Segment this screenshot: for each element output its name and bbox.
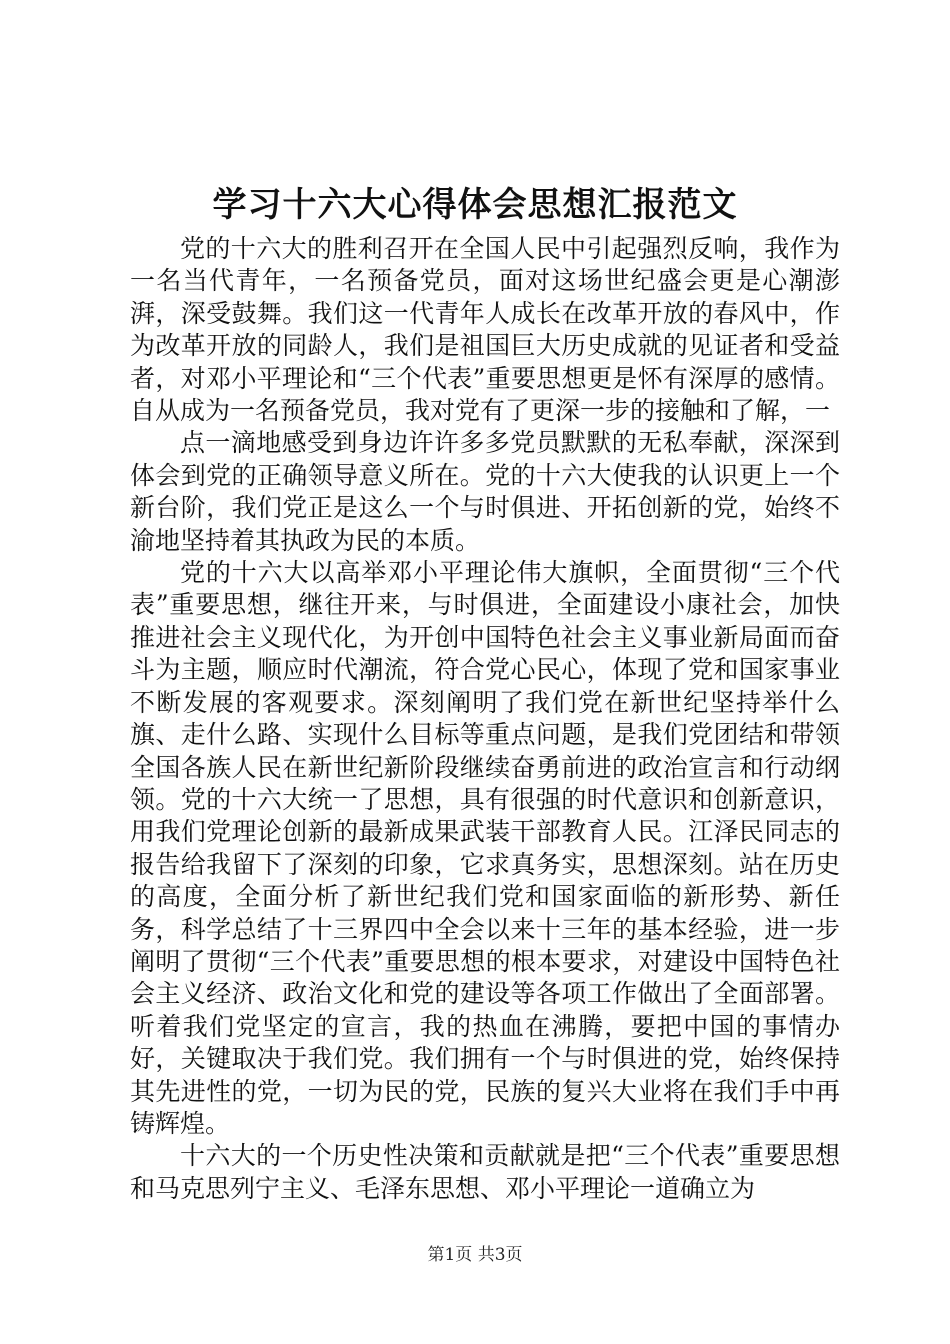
- paragraph: 党的十六大以高举邓小平理论伟大旗帜，全面贯彻“三个代表”重要思想，继往开来，与时俱进，全面建设小康社会，加快推进社会主义现代化，为开创中国特色社会主义事业新局面而奋斗为主题，顺应时代潮流，符合党心民心，体现了党和国家事业不断发展的客观要求。深刻阐明了我们党在新世纪坚持举什么旗、走什么路、实现什么目标等重点问题，是我们党团结和带领全国各族人民在新世纪新阶段继续奋勇前进的政治宣言和行动纲领。党的十六大统一了思想，具有很强的时代意识和创新意识，用我们党理论创新的最新成果武装干部教育人民。江泽民同志的报告给我留下了深刻的印象，它求真务实，思想深刻。站在历史的高度，全面分析了新世纪我们党和国家面临的新形势、新任务，科学总结了十三界四中全会以来十三年的基本经验，进一步阐明了贯彻“三个代表”重要思想的根本要求，对建设中国特色社会主义经济、政治文化和党的建设等各项工作做出了全面部署。听着我们党坚定的宣言，我的热血在沸腾，要把中国的事情办好，关键取决于我们党。我们拥有一个与时俱进的党，始终保持其先进性的党，一切为民的党，民族的复兴大业将在我们手中再铸辉煌。: [130, 558, 840, 1138]
- page-footer: 第1页 共3页: [427, 1245, 523, 1265]
- paragraph: 点一滴地感受到身边许许多多党员默默的无私奉献，深深到体会到党的正确领导意义所在。党的十六大使我的认识更上一个新台阶，我们党正是这么一个与时俱进、开拓创新的党，始终不渝地坚持着其执政为民的本质。: [130, 428, 840, 555]
- document-body: [130, 233, 840, 1205]
- paragraph: 党的十六大的胜利召开在全国人民中引起强烈反响，我作为一名当代青年，一名预备党员，面对这场世纪盛会更是心潮澎湃，深受鼓舞。我们这一代青年人成长在改革开放的春风中，作为改革开放的同龄人，我们是祖国巨大历史成就的见证者和受益者，对邓小平理论和“三个代表”重要思想更是怀有深厚的感情。自从成为一名预备党员，我对党有了更深一步的接触和了解，一: [130, 234, 840, 426]
- document-title: 学习十六大心得体会思想汇报范文: [212, 185, 738, 225]
- paragraph: 十六大的一个历史性决策和贡献就是把“三个代表”重要思想和马克思列宁主义、毛泽东思想、邓小平理论一道确立为: [130, 1141, 840, 1203]
